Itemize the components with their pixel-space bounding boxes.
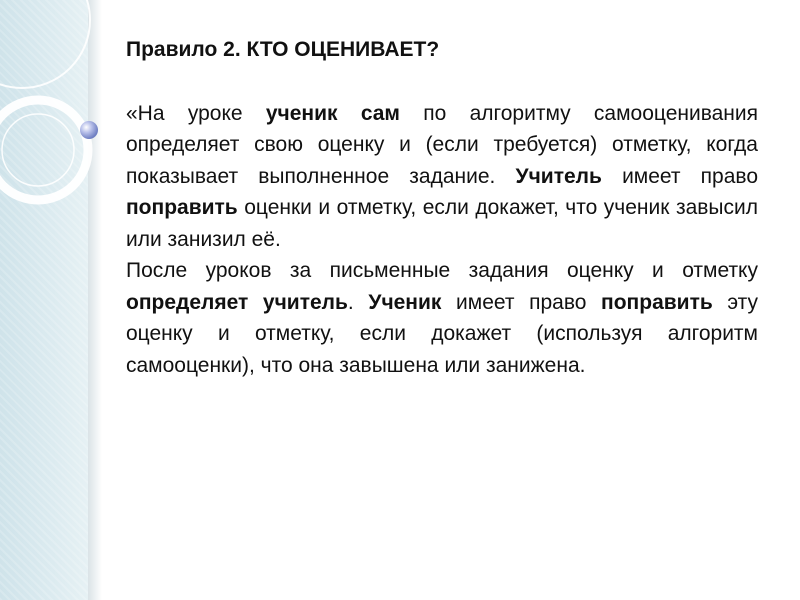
p2-bold-1: определяет учитель: [126, 290, 348, 314]
p2-text-3: имеет право: [441, 290, 602, 314]
slide-title: Правило 2. КТО ОЦЕНИВАЕТ?: [126, 38, 440, 61]
paragraph-2: [126, 255, 758, 381]
p1-text-1: «На уроке: [126, 101, 266, 125]
p2-text-2: .: [347, 290, 369, 314]
p1-text-4: оценки и отметку, если докажет, что ученик завысил или занизил её.: [126, 196, 758, 251]
p2-text-1: После уроков за письменные задания оценку и отметку: [126, 259, 758, 282]
p2-bold-3: поправить: [601, 290, 713, 314]
p2-text-4: эту оценку и отметку, если докажет (используя алгоритм самооценки), что она завышена или занижена.: [126, 290, 758, 377]
p1-bold-2: Учитель: [515, 164, 602, 188]
p2-bold-2: Ученик: [368, 290, 442, 314]
decor-ring-large: [0, 0, 90, 88]
paragraph-1: [126, 98, 758, 256]
p1-bold-1: ученик сам: [265, 101, 400, 125]
p1-text-3: имеет право: [601, 164, 758, 188]
decor-dot: [80, 121, 98, 139]
slide-content: [126, 34, 758, 381]
p1-text-2: по алгоритму самооценивания определяет свою оценку и (если требуется) отметку, когда показывает выполненное задание.: [126, 101, 759, 188]
decor-ring-inner: [2, 114, 74, 186]
decorative-rings: [0, 0, 130, 260]
p1-bold-3: поправить: [126, 196, 238, 219]
